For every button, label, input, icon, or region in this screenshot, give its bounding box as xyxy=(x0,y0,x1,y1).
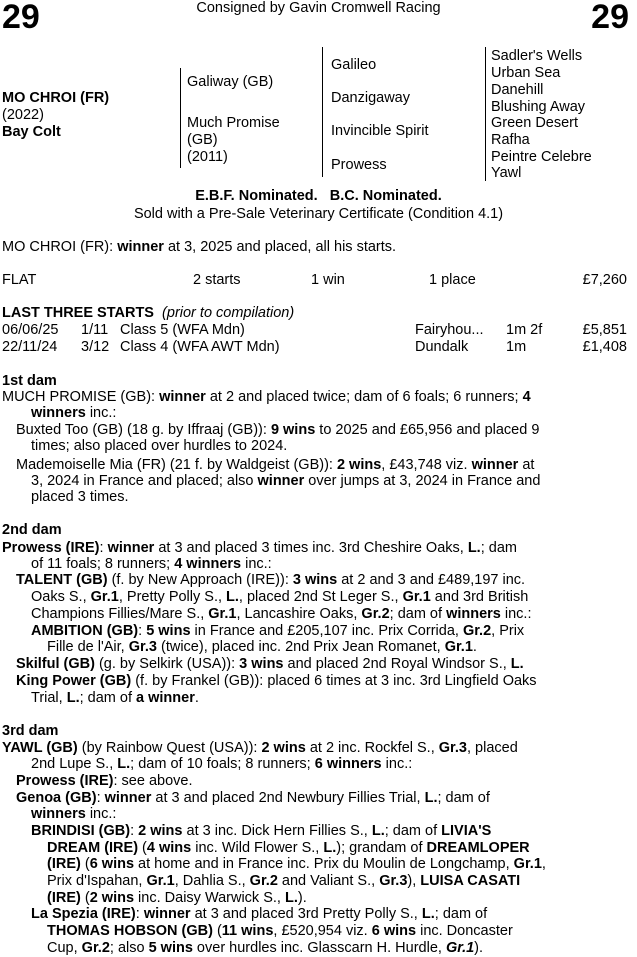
progeny-line: THOMAS HOBSON (GB) (11 wins, £520,954 viz. 6 wins inc. Doncaster xyxy=(47,923,513,939)
progeny-line: TALENT (GB) (f. by New Approach (IRE)): 3 wins at 2 and 3 and £489,197 inc. xyxy=(16,572,526,588)
pedigree-divider-2 xyxy=(322,47,323,177)
progeny-line: DREAM (IRE) (4 wins inc. Wild Flower S., L.); grandam of DREAMLOPER xyxy=(47,840,530,856)
dam-line: YAWL (GB) (by Rainbow Quest (USA)): 2 wins at 2 inc. Rockfel S., Gr.3, placed xyxy=(2,740,518,756)
progeny-line: Mademoiselle Mia (FR) (21 f. by Waldgeist (GB)): 2 wins, £43,748 viz. winner at xyxy=(16,457,535,473)
start-course: Fairyhou... xyxy=(415,322,484,338)
dam-line: 2nd Lupe S., L.; dam of 10 foals; 8 runners; 6 winners inc.: xyxy=(31,756,413,772)
start-distance: 1m 2f xyxy=(506,322,543,338)
consignor: Consigned by Gavin Cromwell Racing xyxy=(196,0,441,16)
progeny-line: King Power (GB) (f. by Frankel (GB)): placed 6 times at 3 inc. 3rd Lingfield Oaks xyxy=(16,673,537,689)
pedigree-sire-dam: Danzigaway xyxy=(331,90,410,106)
progeny-line: Cup, Gr.2; also 5 wins over hurdles inc. Glasscarn H. Hurdle, Gr.1). xyxy=(47,940,484,956)
pedigree-divider-3 xyxy=(485,47,486,181)
pedigree-dam-dam: Prowess xyxy=(331,157,387,173)
progeny-line: winners inc.: xyxy=(31,806,117,822)
pedigree-dam-name: Much Promise xyxy=(187,115,280,131)
progeny-line: times; also placed over hurdles to 2024. xyxy=(31,438,288,454)
start-course: Dundalk xyxy=(415,339,469,355)
progeny-line: Genoa (GB): winner at 3 and placed 2nd Newbury Fillies Trial, L.; dam of xyxy=(16,790,490,806)
section-second-dam: 2nd dam xyxy=(2,522,62,538)
pedigree-divider-1 xyxy=(180,68,181,168)
progeny-line: Oaks S., Gr.1, Pretty Polly S., L., placed 2nd St Leger S., Gr.1 and 3rd British xyxy=(31,589,529,605)
progeny-line: Fille de l'Air, Gr.3 (twice), placed inc. 2nd Prix Jean Romanet, Gr.1. xyxy=(47,639,477,655)
dam-line: winners inc.: xyxy=(31,405,117,421)
horse-year: (2022) xyxy=(2,107,44,123)
pedigree-dds: Peintre Celebre xyxy=(491,149,592,165)
record-wins: 1 win xyxy=(311,272,345,288)
dam-line: of 11 foals; 8 runners; 4 winners inc.: xyxy=(31,556,272,572)
start-date: 06/06/25 xyxy=(2,322,59,338)
start-position: 1/11 xyxy=(81,322,109,338)
progeny-line: (IRE) (2 wins inc. Daisy Warwick S., L.). xyxy=(47,890,307,906)
progeny-line: Champions Fillies/Mare S., Gr.1, Lancashire Oaks, Gr.2; dam of winners inc.: xyxy=(31,606,532,622)
pedigree-dam-sire: Invincible Spirit xyxy=(331,123,429,139)
pedigree-ssd: Urban Sea xyxy=(491,65,561,81)
sold-with-note: Sold with a Pre-Sale Veterinary Certificate (Condition 4.1) xyxy=(133,206,504,222)
progeny-line: Prix d'Ispahan, Gr.1, Dahlia S., Gr.2 and Valiant S., Gr.3), LUISA CASATI xyxy=(47,873,521,889)
section-first-dam: 1st dam xyxy=(2,373,57,389)
progeny-line: AMBITION (GB): 5 wins in France and £205,107 inc. Prix Corrida, Gr.2, Prix xyxy=(31,623,525,639)
start-position: 3/12 xyxy=(81,339,110,355)
record-starts: 2 starts xyxy=(193,272,241,288)
last-starts-heading: LAST THREE STARTS (prior to compilation) xyxy=(2,305,295,321)
start-race: Class 5 (WFA Mdn) xyxy=(120,322,245,338)
progeny-line: placed 3 times. xyxy=(31,489,129,505)
progeny-line: (IRE) (6 wins at home and in France inc. Prix du Moulin de Longchamp, Gr.1, xyxy=(47,856,546,872)
progeny-line: Skilful (GB) (g. by Selkirk (USA)): 3 wins and placed 2nd Royal Windsor S., L. xyxy=(16,656,524,672)
progeny-line: La Spezia (IRE): winner at 3 and placed 3rd Pretty Polly S., L.; dam of xyxy=(31,906,488,922)
dam-line: Prowess (IRE): winner at 3 and placed 3 times inc. 3rd Cheshire Oaks, L.; dam xyxy=(2,540,517,556)
progeny-line: BRINDISI (GB): 2 wins at 3 inc. Dick Hern Fillies S., L.; dam of LIVIA'S xyxy=(31,823,492,839)
pedigree-dam-country: (GB) xyxy=(187,132,218,148)
pedigree-sss: Sadler's Wells xyxy=(491,48,583,64)
progeny-line: Trial, L.; dam of a winner. xyxy=(31,690,199,706)
start-race: Class 4 (WFA AWT Mdn) xyxy=(120,339,280,355)
pedigree-sire: Galiway (GB) xyxy=(187,74,274,90)
section-third-dam: 3rd dam xyxy=(2,723,59,739)
racing-summary: MO CHROI (FR): winner at 3, 2025 and placed, all his starts. xyxy=(2,239,397,255)
record-places: 1 place xyxy=(429,272,476,288)
record-type: FLAT xyxy=(2,272,37,288)
lot-number-right: 29 xyxy=(591,0,629,36)
pedigree-dam-year: (2011) xyxy=(187,149,228,165)
start-prize: £5,851 xyxy=(582,322,627,338)
start-distance: 1m xyxy=(506,339,527,355)
pedigree-dsd: Rafha xyxy=(491,132,530,148)
pedigree-sire-sire: Galileo xyxy=(331,57,377,73)
pedigree-ddd: Yawl xyxy=(491,165,522,181)
dam-line: MUCH PROMISE (GB): winner at 2 and placed twice; dam of 6 foals; 6 runners; 4 xyxy=(2,389,531,405)
progeny-line: Buxted Too (GB) (18 g. by Iffraaj (GB)): 9 wins to 2025 and £65,956 and placed 9 xyxy=(16,422,540,438)
horse-name: MO CHROI (FR) xyxy=(2,90,110,106)
horse-description: Bay Colt xyxy=(2,124,61,140)
pedigree-sdd: Blushing Away xyxy=(491,99,586,115)
lot-number-left: 29 xyxy=(2,0,40,36)
progeny-line: Prowess (IRE): see above. xyxy=(16,773,193,789)
progeny-line: 3, 2024 in France and placed; also winner over jumps at 3, 2024 in France and xyxy=(31,473,541,489)
start-date: 22/11/24 xyxy=(2,339,58,355)
nominations: E.B.F. Nominated. B.C. Nominated. xyxy=(195,188,442,204)
pedigree-dss: Green Desert xyxy=(491,115,579,131)
pedigree-sds: Danehill xyxy=(491,82,544,98)
record-earnings: £7,260 xyxy=(582,272,627,288)
start-prize: £1,408 xyxy=(582,339,627,355)
